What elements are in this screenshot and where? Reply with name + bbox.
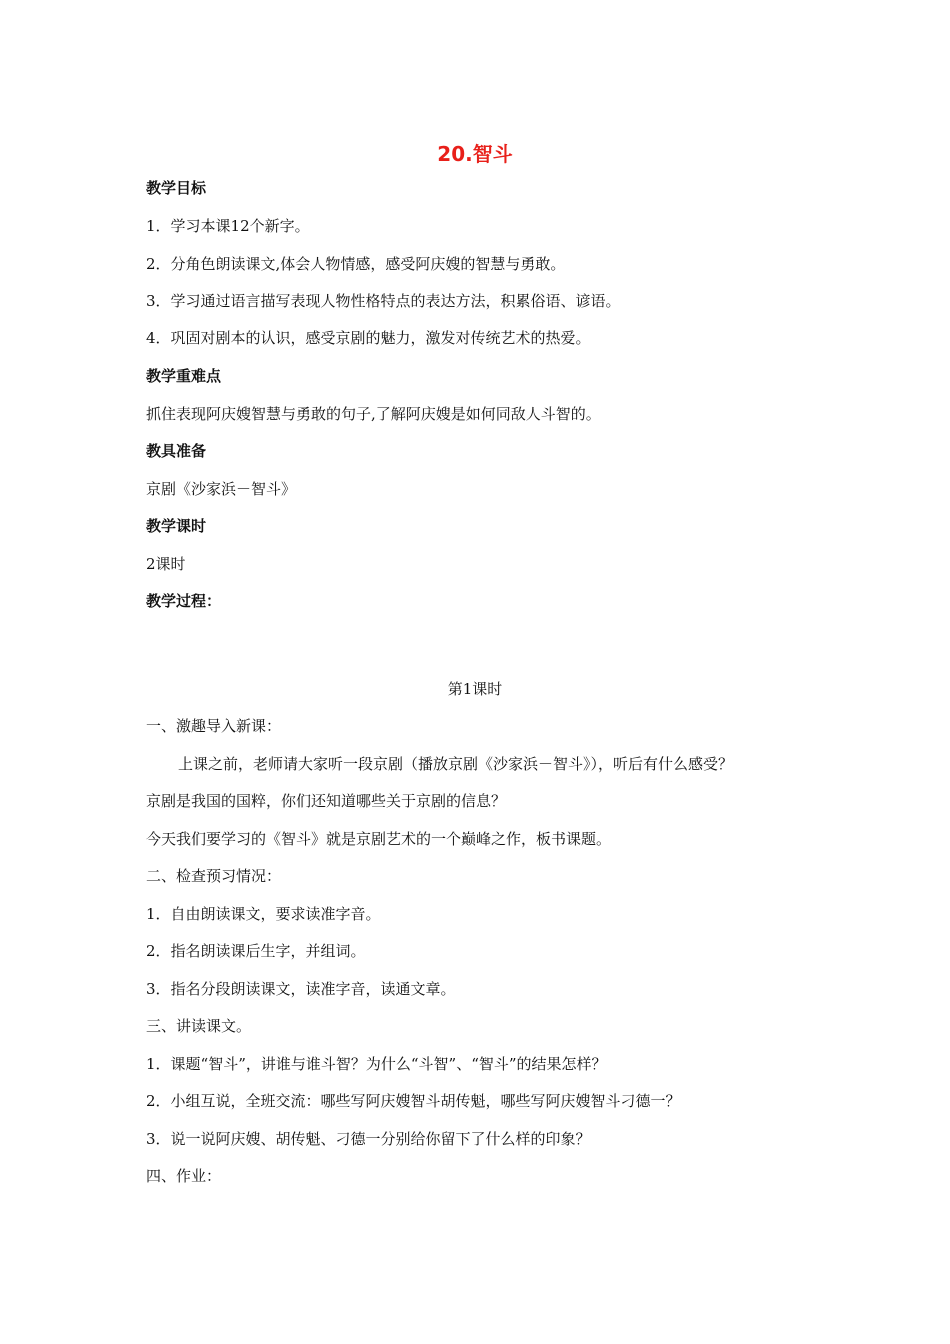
tools-heading: 教具准备 (146, 442, 207, 460)
process-heading: 教学过程： (146, 592, 222, 610)
lesson1-title: 第1课时 (447, 680, 503, 698)
hours-heading: 教学课时 (146, 517, 207, 535)
goal-item-2: 2．分角色朗读课文,体会人物情感，感受阿庆嫂的智慧与勇敢。 (146, 255, 566, 273)
goal-item-4: 4．巩固对剧本的认识，感受京剧的魅力，激发对传统艺术的热爱。 (146, 329, 591, 347)
part3-heading: 三、讲读课文。 (146, 1017, 252, 1035)
part3-item-2: 2．小组互说，全班交流：哪些写阿庆嫂智斗胡传魁，哪些写阿庆嫂智斗刁德一？ (146, 1092, 681, 1110)
key-points-text: 抓住表现阿庆嫂智慧与勇敢的句子,了解阿庆嫂是如何同敌人斗智的。 (146, 405, 601, 423)
tools-text: 京剧《沙家浜－智斗》 (146, 480, 297, 498)
part2-heading: 二、检查预习情况： (146, 867, 282, 885)
part2-item-2: 2．指名朗读课后生字，并组词。 (146, 942, 366, 960)
part3-item-1: 1．课题“智斗”，讲谁与谁斗智？为什么“斗智”、“智斗”的结果怎样？ (146, 1055, 607, 1073)
document-title: 20.智斗 (437, 142, 513, 166)
goal-item-1: 1．学习本课12个新字。 (146, 217, 310, 235)
part1-line-2: 京剧是我国的国粹，你们还知道哪些关于京剧的信息？ (146, 792, 507, 810)
hours-text: 2课时 (146, 555, 186, 573)
goal-item-3: 3．学习通过语言描写表现人物性格特点的表达方法，积累俗语、谚语。 (146, 292, 621, 310)
part2-item-1: 1．自由朗读课文，要求读准字音。 (146, 905, 381, 923)
part1-line-3: 今天我们要学习的《智斗》就是京剧艺术的一个巅峰之作，板书课题。 (146, 830, 612, 848)
goals-heading: 教学目标 (146, 179, 207, 197)
part1-line-1: 上课之前，老师请大家听一段京剧（播放京剧《沙家浜－智斗》），听后有什么感受？ (178, 755, 734, 773)
key-points-heading: 教学重难点 (146, 367, 222, 385)
part3-item-3: 3．说一说阿庆嫂、胡传魁、刁德一分别给你留下了什么样的印象？ (146, 1130, 591, 1148)
part1-heading: 一、激趣导入新课： (146, 717, 282, 735)
part4-heading: 四、作业： (146, 1167, 222, 1185)
part2-item-3: 3．指名分段朗读课文，读准字音，读通文章。 (146, 980, 456, 998)
